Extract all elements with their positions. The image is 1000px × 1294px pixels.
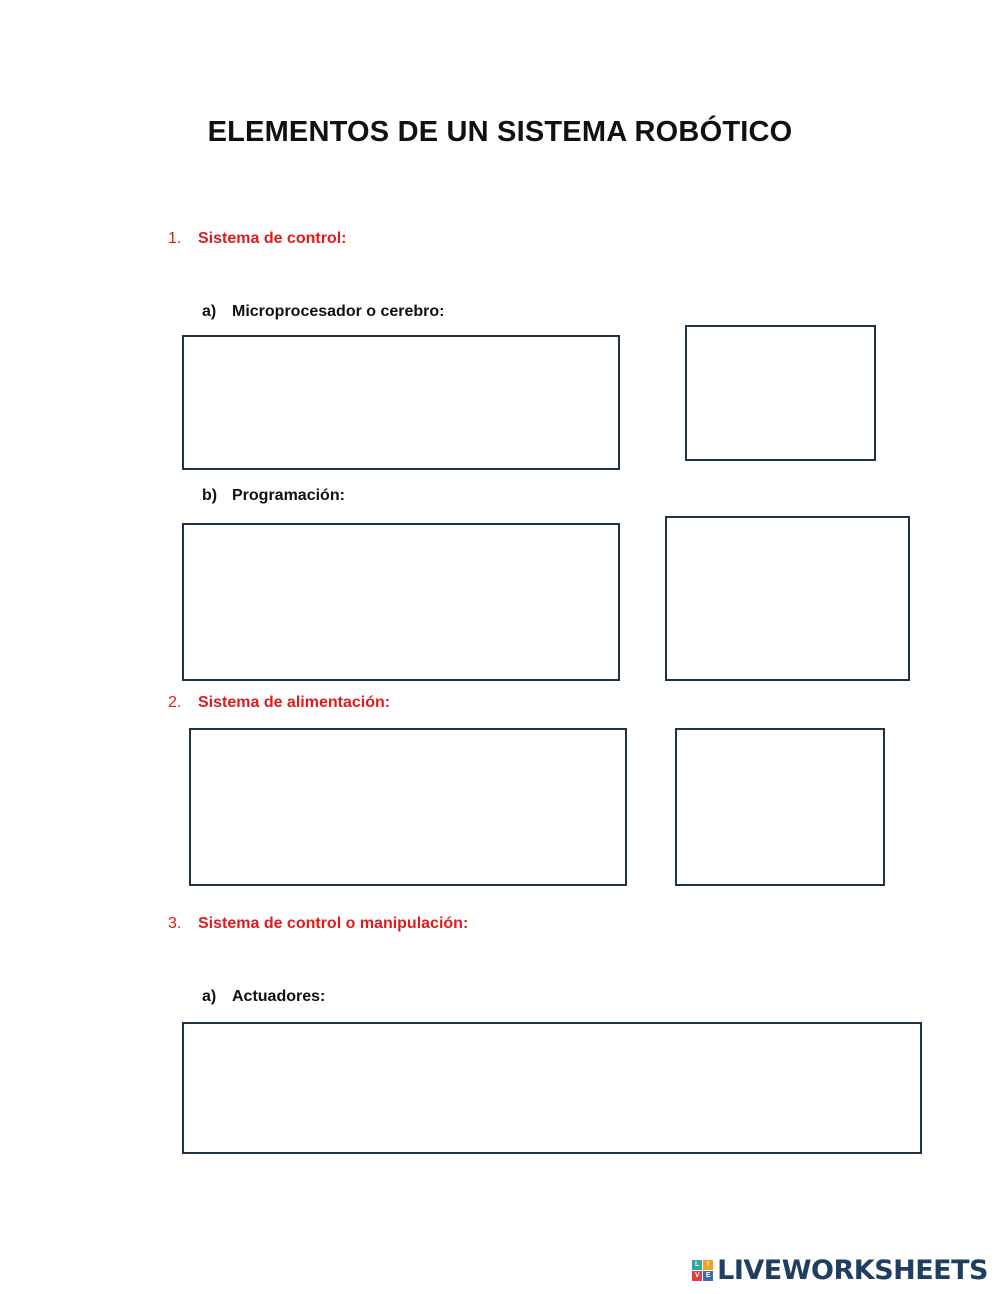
subsection-label: Microprocesador o cerebro:: [232, 303, 445, 320]
answer-box-alimentacion-text[interactable]: [189, 728, 627, 886]
section-number: 1.: [168, 230, 182, 247]
section-label: Sistema de alimentación:: [198, 694, 391, 711]
liveworksheets-logo[interactable]: [692, 1254, 988, 1286]
subsection-label: Actuadores:: [232, 988, 326, 1005]
section-3-heading: [168, 915, 468, 933]
answer-box-alimentacion-image[interactable]: [675, 728, 885, 886]
section-1-heading: [168, 230, 346, 248]
answer-box-actuadores-text[interactable]: [182, 1022, 922, 1154]
section-label: Sistema de control o manipulación:: [198, 915, 469, 932]
answer-box-programacion-image[interactable]: [665, 516, 910, 681]
logo-icon: [692, 1260, 713, 1281]
subsection-label: Programación:: [232, 487, 345, 504]
subsection-letter: a): [202, 303, 217, 320]
answer-box-microprocesador-text[interactable]: [182, 335, 620, 470]
answer-box-microprocesador-image[interactable]: [685, 325, 876, 461]
subsection-microprocesador-heading: [202, 303, 445, 321]
section-2-heading: [168, 694, 390, 712]
page-title: ELEMENTOS DE UN SISTEMA ROBÓTICO: [207, 116, 793, 148]
subsection-programacion-heading: [202, 487, 345, 505]
logo-block-v: V: [692, 1271, 702, 1281]
subsection-letter: b): [202, 487, 218, 504]
section-label: Sistema de control:: [198, 230, 347, 247]
subsection-letter: a): [202, 988, 217, 1005]
logo-block-e: E: [703, 1271, 713, 1281]
logo-block-i: I: [703, 1260, 713, 1270]
logo-text: LIVEWORKSHEETS: [717, 1254, 988, 1286]
logo-block-l: L: [692, 1260, 702, 1270]
subsection-actuadores-heading: [202, 988, 325, 1006]
section-number: 3.: [168, 915, 182, 932]
answer-box-programacion-text[interactable]: [182, 523, 620, 681]
section-number: 2.: [168, 694, 182, 711]
